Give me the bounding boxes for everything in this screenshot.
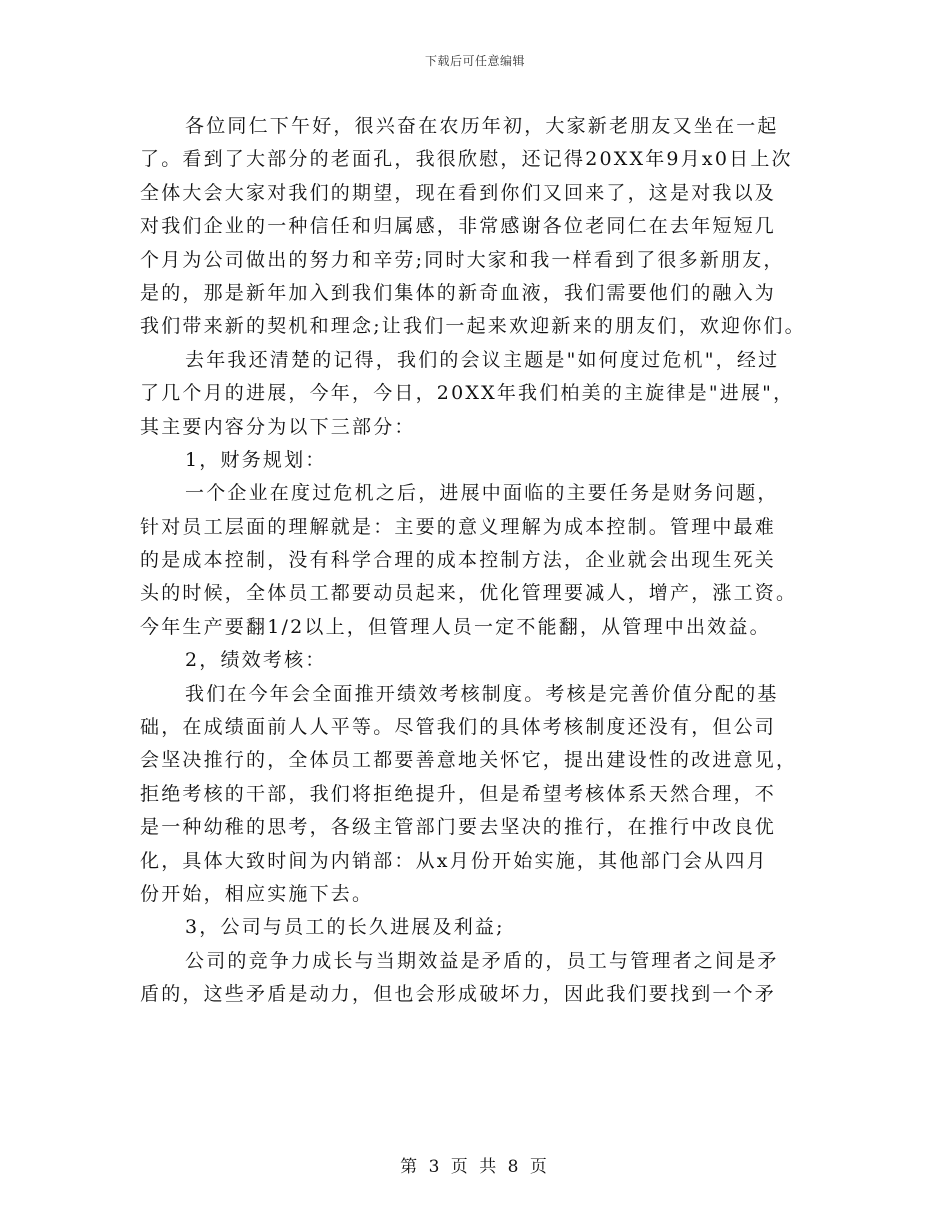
document-body [140,110,812,1012]
text-line: 盾的，这些矛盾是动力，但也会形成破坏力，因此我们要找到一个矛 [140,983,777,1006]
text-line: 一个企业在度过危机之后，进展中面临的主要任务是财务问题， [185,482,779,505]
text-line: 今年生产要翻1/2以上，但管理人员一定不能翻，从管理中出效益。 [140,615,771,638]
text-line: 针对员工层面的理解就是：主要的意义理解为成本控制。管理中最难 [140,515,777,538]
text-line: 的是成本控制，没有科学合理的成本控制方法，企业就会出现生死关 [140,549,777,572]
text-line: 我们在今年会全面推开绩效考核制度。考核是完善价值分配的基 [185,682,779,705]
text-line: 头的时候，全体员工都要动员起来，优化管理要减人，增产，涨工资。 [140,582,798,605]
text-line: 公司的竞争力成长与当期效益是矛盾的，员工与管理者之间是矛 [185,949,779,972]
text-line: 全体大会大家对我们的期望，现在看到你们又回来了，这是对我以及 [140,181,777,204]
text-line: 个月为公司做出的努力和辛劳;同时大家和我一样看到了很多新朋友， [140,248,785,271]
text-line: 3，公司与员工的长久进展及利益; [185,916,505,939]
text-line: 对我们企业的一种信任和归属感，非常感谢各位老同仁在去年短短几 [140,215,777,238]
page-header: 下载后可任意编辑 [424,54,525,68]
text-line: 其主要内容分为以下三部分： [140,415,416,438]
text-line: 2，绩效考核： [185,649,327,672]
text-line: 拒绝考核的干部，我们将拒绝提升，但是希望考核体系天然合理，不 [140,782,777,805]
text-line: 化，具体大致时间为内销部：从x月份开始实施，其他部门会从四月 [140,849,768,872]
text-line: 份开始，相应实施下去。 [140,882,374,905]
text-line: 会坚决推行的，全体员工都要善意地关怀它，提出建设性的改进意见， [140,749,798,772]
text-line: 了。看到了大部分的老面孔，我很欣慰，还记得20XX年9月x0日上次 [140,148,793,171]
page-footer: 第 3 页 共 8 页 [400,1157,550,1177]
text-line: 去年我还清楚的记得，我们的会议主题是"如何度过危机"，经过 [185,348,780,371]
text-line: 了几个月的进展，今年，今日，20XX年我们柏美的主旋律是"进展"， [140,382,795,405]
text-line: 础，在成绩面前人人平等。尽管我们的具体考核制度还没有，但公司 [140,716,777,739]
text-line: 各位同仁下午好，很兴奋在农历年初，大家新老朋友又坐在一起 [185,115,779,137]
text-line: 是一种幼稚的思考，各级主管部门要去坚决的推行，在推行中改良优 [140,816,777,839]
text-line: 1，财务规划： [185,448,327,471]
text-line: 是的，那是新年加入到我们集体的新奇血液，我们需要他们的融入为 [140,281,777,304]
text-line: 我们带来新的契机和理念;让我们一起来欢迎新来的朋友们，欢迎你们。 [140,315,806,338]
